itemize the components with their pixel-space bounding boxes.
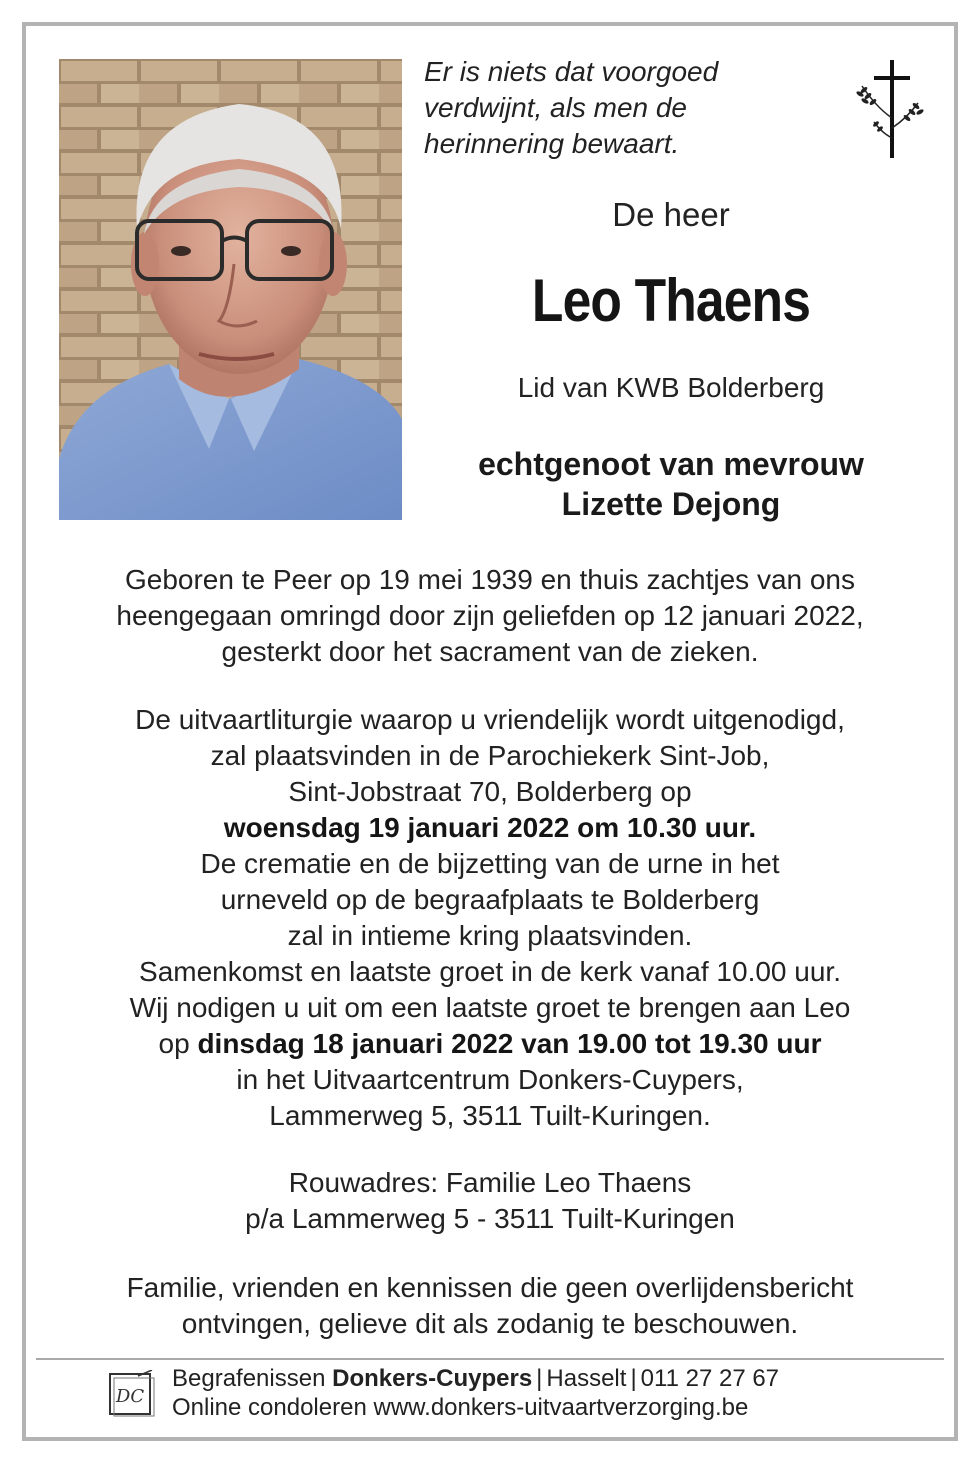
company-city: Hasselt: [546, 1365, 627, 1392]
text-line: zal in intieme kring plaatsvinden.: [287, 920, 693, 951]
notice-paragraph: [40, 1270, 940, 1342]
footer: [172, 1364, 932, 1422]
text-line: heengegaan omringd door zijn geliefden op 12 januari 2022,: [116, 600, 864, 631]
website-link[interactable]: www.donkers-uitvaartverzorging.be: [373, 1394, 749, 1421]
funeral-date: [40, 810, 940, 846]
text-line: Samenkomst en laatste groet in de kerk vanaf 10.00 uur.: [139, 956, 841, 987]
mourning-address: [40, 1165, 940, 1237]
quote-line: verdwijnt, als men de: [424, 92, 688, 123]
funeral-date-bold: woensdag 19 januari 2022 om 10.30 uur.: [223, 812, 757, 843]
funeral-home-logo: [108, 1370, 156, 1418]
cross-wheat-icon: [852, 58, 932, 160]
spouse-line: echtgenoot van mevrouw: [478, 446, 864, 482]
footer-line-2: [172, 1393, 932, 1422]
company-phone[interactable]: 011 27 27 67: [640, 1365, 780, 1392]
logo-text: DC: [115, 1386, 145, 1407]
text-line: Wij nodigen u uit om een laatste groet te brengen aan Leo: [129, 992, 851, 1023]
footer-line-1: Begrafenissen Donkers-Cuypers | Hasselt | 011 27 27 67: [172, 1365, 780, 1392]
text-line: De crematie en de bijzetting van de urne in het: [200, 848, 780, 879]
footer-prefix: Begrafenissen: [172, 1365, 333, 1392]
online-label: Online condoleren: [172, 1394, 367, 1421]
text-prefix: op: [158, 1028, 198, 1059]
text-line: in het Uitvaartcentrum Donkers-Cuypers,: [236, 1064, 744, 1095]
quote: [424, 54, 804, 162]
deceased-name: Leo Thaens: [531, 267, 811, 334]
visitation-date-bold: dinsdag 18 januari 2022 van 19.00 tot 19.30 uur: [197, 1028, 822, 1059]
text-line: Geboren te Peer op 19 mei 1939 en thuis zachtjes van ons: [124, 564, 856, 595]
quote-line: Er is niets dat voorgoed: [424, 56, 719, 87]
spouse: [436, 444, 906, 524]
quote-line: herinnering bewaart.: [424, 128, 680, 159]
text-line: De uitvaartliturgie waarop u vriendelijk wordt uitgenodigd,: [135, 704, 845, 735]
text-line: zal plaatsvinden in de Parochiekerk Sint-Job,: [210, 740, 770, 771]
birth-paragraph: [40, 562, 940, 670]
footer-divider: [36, 1358, 944, 1360]
text-line: Rouwadres: Familie Leo Thaens: [288, 1167, 692, 1198]
honorific: De heer: [612, 196, 730, 233]
text-line: urneveld op de begraafplaats te Bolderberg: [220, 884, 760, 915]
text-line: p/a Lammerweg 5 - 3511 Tuilt-Kuringen: [245, 1203, 735, 1234]
membership: Lid van KWB Bolderberg: [517, 372, 825, 403]
funeral-paragraph: [40, 702, 940, 1134]
text-line: Familie, vrienden en kennissen die geen overlijdensbericht: [126, 1272, 854, 1303]
text-line: ontvingen, gelieve dit als zodanig te beschouwen.: [181, 1308, 799, 1339]
portrait-photo: [59, 59, 402, 520]
visitation-date: [40, 1026, 940, 1062]
text-line: gesterkt door het sacrament van de zieken.: [221, 636, 759, 667]
text-line: Lammerweg 5, 3511 Tuilt-Kuringen.: [269, 1100, 711, 1131]
text-line: Sint-Jobstraat 70, Bolderberg op: [288, 776, 692, 807]
company-name: Donkers-Cuypers: [332, 1365, 533, 1392]
spouse-name: Lizette Dejong: [561, 486, 781, 522]
